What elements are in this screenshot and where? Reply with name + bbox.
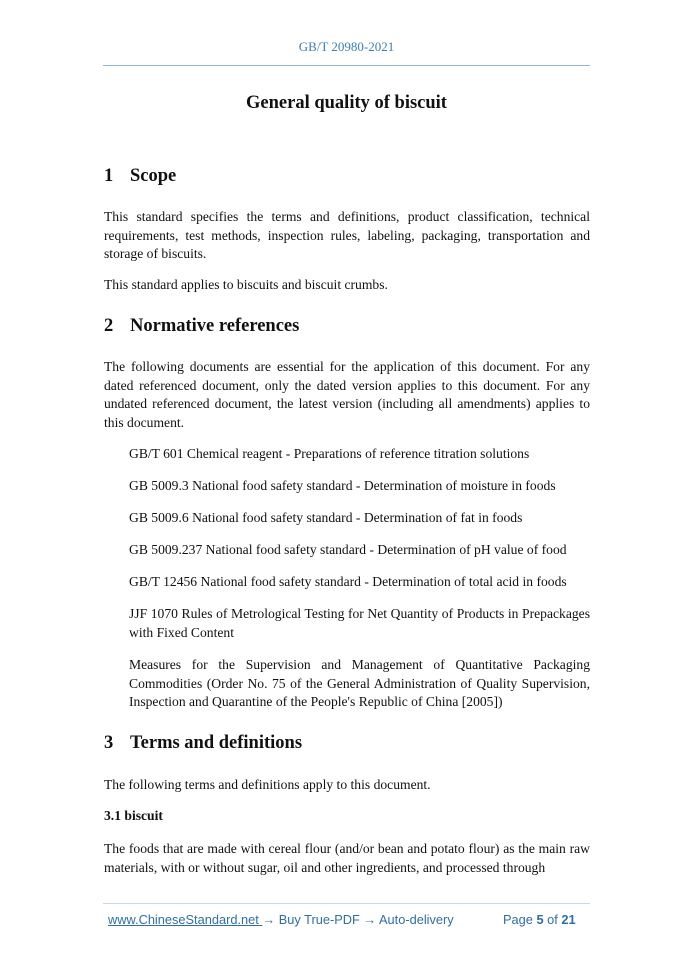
reference-item: JJF 1070 Rules of Metrological Testing for Net Quantity of Products in Prepackages with Fixed Content [129, 606, 590, 640]
reference-item: GB/T 12456 National food safety standard - Determination of total acid in foods [129, 574, 567, 589]
document-title: General quality of biscuit [246, 93, 447, 113]
reference-item: GB 5009.3 National food safety standard - Determination of moisture in foods [129, 478, 556, 493]
section-title: Scope [130, 166, 177, 186]
section-heading-normative-references [104, 316, 299, 337]
footer-divider [103, 903, 590, 904]
term-heading-biscuit: 3.1 biscuit [104, 808, 163, 823]
terms-intro: The following terms and definitions apply to this document. [104, 777, 431, 792]
header-divider [103, 65, 590, 66]
scope-paragraph-2: This standard applies to biscuits and biscuit crumbs. [104, 277, 388, 292]
section-title: Normative references [130, 316, 300, 336]
footer-tagline: → Buy True-PDF → Auto-delivery [262, 912, 454, 927]
normative-references-intro: The following documents are essential for the application of this document. For any dated referenced document, only the dated version applies to this document. For any undated referenced document, the latest version (including all amendments) applies to this document. [104, 359, 590, 430]
section-heading-terms-and-definitions [104, 733, 302, 754]
reference-item: GB 5009.6 National food safety standard - Determination of fat in foods [129, 510, 523, 525]
page-indicator [503, 912, 576, 927]
page-current: 5 [536, 912, 544, 927]
section-number: 2 [104, 316, 114, 336]
of-label: of [547, 912, 558, 927]
section-number: 3 [104, 733, 114, 753]
section-title: Terms and definitions [130, 733, 303, 753]
section-heading-scope [104, 166, 176, 187]
reference-item: GB/T 601 Chemical reagent - Preparations of reference titration solutions [129, 446, 530, 461]
section-number: 1 [104, 166, 114, 186]
reference-item: Measures for the Supervision and Management of Quantitative Packaging Commodities (Order No. 75 of the General Administration of Quality Supervision, Inspection and Quarantine of the People's Republic of China [2005]) [129, 657, 590, 710]
scope-paragraph-1: This standard specifies the terms and definitions, product classification, technical requirements, test methods, inspection rules, labeling, packaging, transportation and storage of biscuits. [104, 209, 590, 262]
page-total: 21 [561, 912, 576, 927]
chinesestandard-link[interactable]: www.ChineseStandard.net [108, 912, 263, 927]
footer-promo [108, 912, 454, 927]
document-code-header: GB/T 20980-2021 [298, 39, 395, 54]
page-label: Page [503, 912, 533, 927]
term-definition-biscuit: The foods that are made with cereal flour (and/or bean and potato flour) as the main raw materials, with or without sugar, oil and other ingredients, and processed through [104, 841, 590, 875]
reference-item: GB 5009.237 National food safety standard - Determination of pH value of food [129, 542, 567, 557]
